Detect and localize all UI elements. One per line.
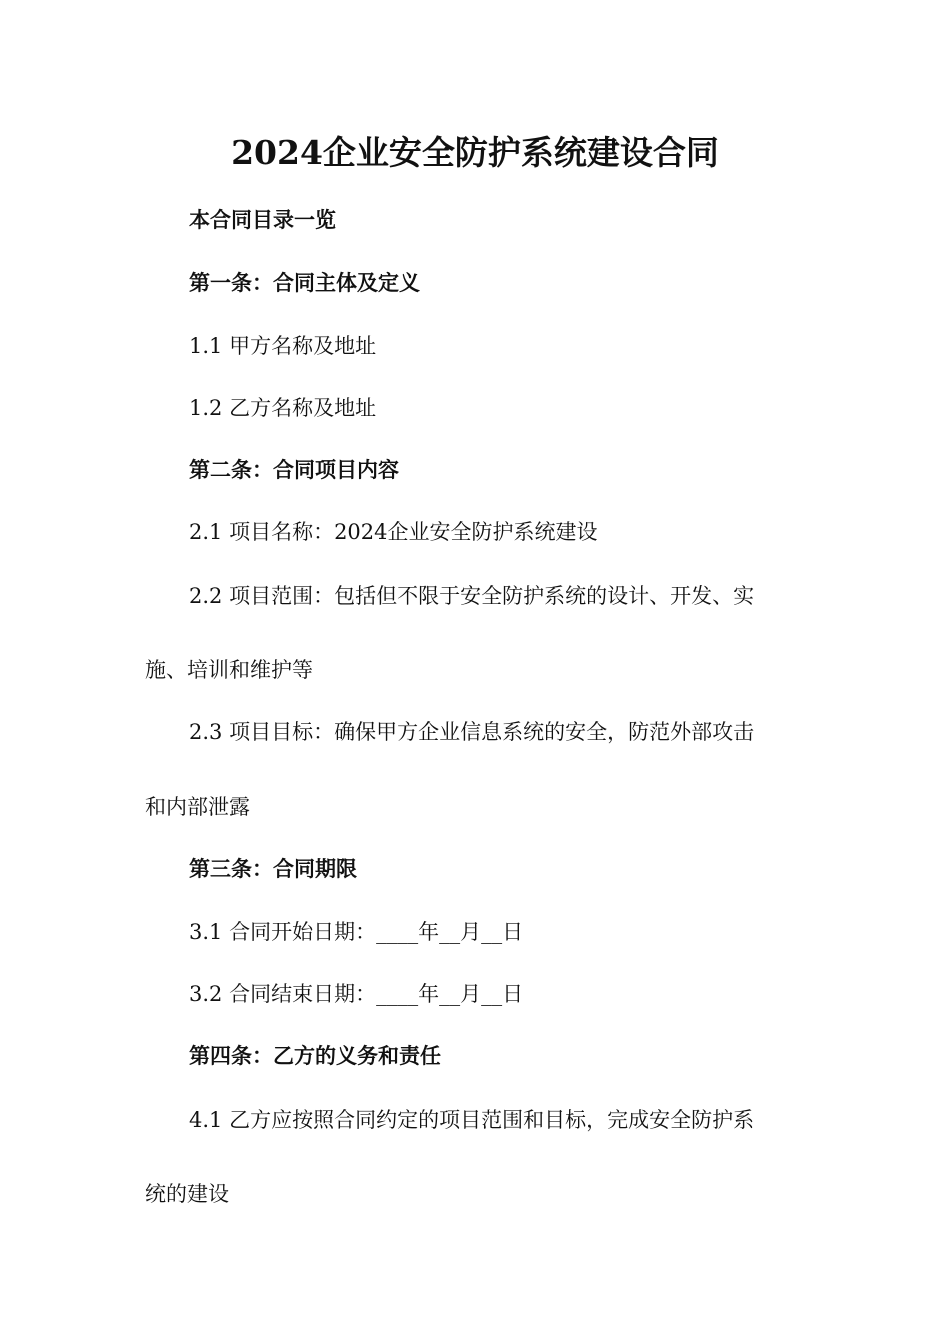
document-title: 2024企业安全防护系统建设合同 bbox=[231, 133, 719, 172]
clause-line: 1.2 乙方名称及地址 bbox=[189, 396, 377, 420]
article-heading: 第四条：乙方的义务和责任 bbox=[189, 1043, 441, 1068]
toc-heading: 本合同目录一览 bbox=[189, 207, 336, 232]
clause-line: 2.2 项目范围：包括但不限于安全防护系统的设计、开发、实 bbox=[189, 584, 755, 608]
article-heading: 第二条：合同项目内容 bbox=[189, 457, 399, 482]
clause-line: 2.3 项目目标：确保甲方企业信息系统的安全，防范外部攻击 bbox=[189, 720, 755, 744]
clause-line: 3.1 合同开始日期：____年__月__日 bbox=[189, 920, 524, 944]
clause-line: 1.1 甲方名称及地址 bbox=[189, 334, 377, 358]
clause-continuation: 统的建设 bbox=[145, 1182, 229, 1206]
clause-continuation: 施、培训和维护等 bbox=[145, 658, 313, 682]
clause-line: 3.2 合同结束日期：____年__月__日 bbox=[189, 982, 524, 1006]
article-heading: 第三条：合同期限 bbox=[189, 856, 357, 881]
clause-line: 2.1 项目名称：2024企业安全防护系统建设 bbox=[189, 520, 598, 544]
clause-continuation: 和内部泄露 bbox=[145, 795, 250, 819]
clause-line: 4.1 乙方应按照合同约定的项目范围和目标，完成安全防护系 bbox=[189, 1108, 755, 1132]
article-heading: 第一条：合同主体及定义 bbox=[189, 270, 420, 295]
